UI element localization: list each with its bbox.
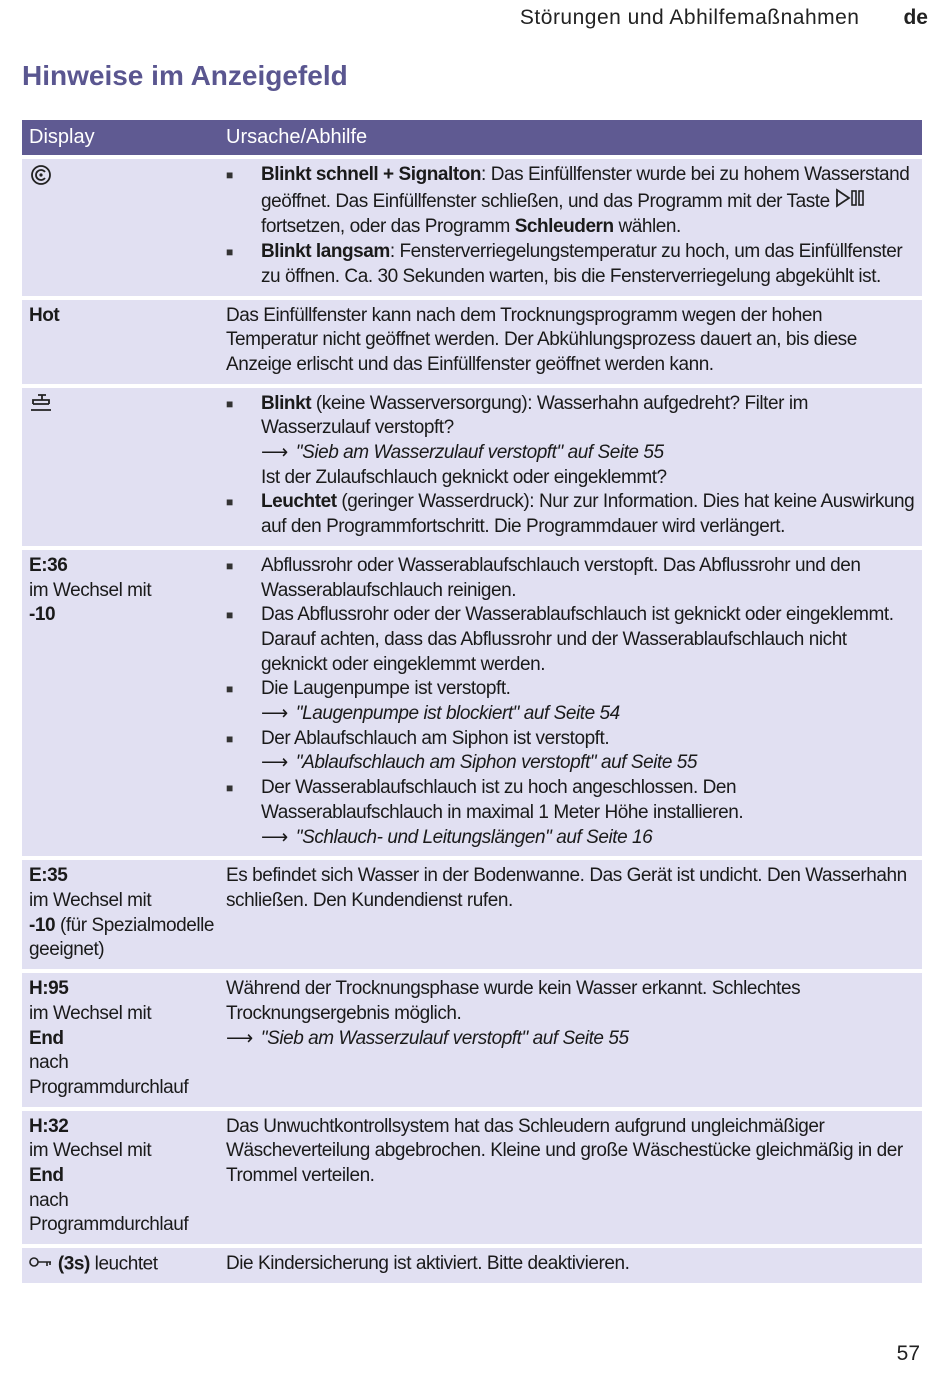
start-pause-icon bbox=[835, 188, 867, 216]
page-number: 57 bbox=[896, 1342, 920, 1365]
arrow-right-icon: ⟶ bbox=[261, 752, 288, 774]
arrow-right-icon: ⟶ bbox=[261, 826, 288, 848]
display-cell: E:35 im Wechsel mit -10 (für Spezialmodelle geeignet) bbox=[29, 865, 215, 961]
bullet-icon: ■ bbox=[226, 495, 233, 510]
display-messages-table bbox=[22, 120, 922, 1283]
list-item: ■ Blinkt (keine Wasserversorgung): Wasserhahn aufgedreht? Filter im Wasserzulauf verstopft? ⟶ "Sieb am Wasserzulauf verstopft" auf Seite 55 Ist der Zulaufschlauch geknickt oder eingeklemmt? bbox=[226, 392, 916, 491]
page-reference[interactable]: ⟶ "Laugenpumpe ist blockiert" auf Seite 54 bbox=[261, 703, 620, 725]
table-row bbox=[22, 1248, 922, 1283]
language-code: de bbox=[903, 6, 928, 29]
table-row bbox=[22, 1111, 922, 1245]
list-item: ■ Blinkt langsam: Fensterverriegelungstemperatur zu hoch, um das Einfüllfenster zu öffnen. Ca. 30 Sekunden warten, bis die Fensterverriegelung abgekühlt ist. bbox=[226, 240, 916, 289]
cause-cell: Das Einfüllfenster kann nach dem Trocknungsprogramm wegen der hohen Temperatur nicht geöffnet werden. Der Abkühlungsprozess dauert an, bis diese Anzeige erlischt und das Einfüllfenster geöffnet werden kann. bbox=[226, 304, 857, 375]
display-cell: H:95 im Wechsel mit End nach Programmdurchlauf bbox=[29, 978, 189, 1098]
table-row bbox=[22, 300, 922, 384]
bullet-icon: ■ bbox=[226, 245, 233, 260]
bullet-icon: ■ bbox=[226, 396, 233, 411]
bullet-icon: ■ bbox=[226, 608, 233, 623]
arrow-right-icon: ⟶ bbox=[226, 1027, 253, 1049]
table-row bbox=[22, 973, 922, 1107]
page-reference[interactable]: ⟶ "Ablaufschlauch am Siphon verstopft" auf Seite 55 bbox=[261, 752, 698, 774]
table-row bbox=[22, 550, 922, 856]
display-cell: E:36 im Wechsel mit -10 bbox=[29, 554, 152, 626]
table-row bbox=[22, 159, 922, 296]
cause-cell bbox=[219, 554, 922, 850]
table-row bbox=[22, 860, 922, 969]
bullet-icon: ■ bbox=[226, 558, 233, 573]
cause-cell: Die Kindersicherung ist aktiviert. Bitte deaktivieren. bbox=[226, 1253, 630, 1275]
list-item: ■ Blinkt schnell + Signalton: Das Einfüllfenster wurde bei zu hohem Wasserstand geöffnet. Das Einfüllfenster schließen, und das Programm mit der Taste fortsetzen, oder das Programm Schleudern wählen. bbox=[226, 163, 916, 240]
display-cell: (3s) leuchtet bbox=[22, 1252, 219, 1277]
display-cell: H:32 im Wechsel mit End nach Programmdurchlauf bbox=[29, 1115, 189, 1236]
list-item: ■ Abflussrohr oder Wasserablaufschlauch verstopft. Das Abflussrohr und den Wasserablaufschlauch reinigen. bbox=[226, 554, 916, 603]
display-cell: Hot bbox=[29, 304, 60, 326]
page-title: Hinweise im Anzeigefeld bbox=[22, 60, 348, 91]
header-cause: Ursache/Abhilfe bbox=[226, 126, 368, 148]
water-tap-icon bbox=[29, 392, 55, 422]
page-reference[interactable]: ⟶ "Schlauch- und Leitungslängen" auf Seite 16 bbox=[261, 826, 653, 848]
arrow-right-icon: ⟶ bbox=[261, 703, 288, 725]
cause-cell bbox=[219, 392, 922, 540]
section-title: Störungen und Abhilfemaßnahmen bbox=[519, 6, 860, 29]
cause-cell: Es befindet sich Wasser in der Bodenwanne. Das Gerät ist undicht. Den Wasserhahn schließen. Den Kundendienst rufen. bbox=[226, 865, 907, 911]
list-item: ■ Das Abflussrohr oder der Wasserablaufschlauch ist geknickt oder eingeklemmt. Darauf achten, dass das Abflussrohr und der Wasserablaufschlauch nicht geknickt oder eingeklemmt werden. bbox=[226, 603, 916, 677]
display-cell bbox=[22, 163, 219, 290]
page-reference[interactable]: ⟶ "Sieb am Wasserzulauf verstopft" auf Seite 55 bbox=[226, 1027, 629, 1049]
bullet-icon: ■ bbox=[226, 781, 233, 796]
page-reference[interactable]: ⟶ "Sieb am Wasserzulauf verstopft" auf Seite 55 bbox=[261, 442, 664, 464]
key-icon bbox=[29, 1252, 53, 1277]
arrow-right-icon: ⟶ bbox=[261, 442, 288, 464]
list-item: ■ Der Wasserablaufschlauch ist zu hoch angeschlossen. Den Wasserablaufschlauch in maximal 1 Meter Höhe installieren. ⟶ "Schlauch- und Leitungslängen" auf Seite 16 bbox=[226, 776, 916, 850]
header-display: Display bbox=[29, 126, 95, 148]
door-lock-icon bbox=[29, 163, 53, 195]
page-header bbox=[520, 6, 928, 30]
table-header bbox=[22, 120, 922, 155]
bullet-icon: ■ bbox=[226, 168, 233, 182]
cause-cell: Während der Trocknungsphase wurde kein Wasser erkannt. Schlechtes Trocknungsergebnis möglich. ⟶ "Sieb am Wasserzulauf verstopft" auf Seite 55 bbox=[226, 978, 801, 1049]
display-cell bbox=[22, 392, 219, 540]
list-item: ■ Leuchtet (geringer Wasserdruck): Nur zur Information. Dies hat keine Auswirkung auf den Programmfortschritt. Die Programmdauer wird verlängert. bbox=[226, 490, 916, 539]
bullet-icon: ■ bbox=[226, 682, 233, 697]
list-item: ■ Die Laugenpumpe ist verstopft. ⟶ "Laugenpumpe ist blockiert" auf Seite 54 bbox=[226, 677, 916, 726]
list-item: ■ Der Ablaufschlauch am Siphon ist verstopft. ⟶ "Ablaufschlauch am Siphon verstopft" auf Seite 55 bbox=[226, 727, 916, 776]
table-row bbox=[22, 388, 922, 546]
cause-cell bbox=[219, 163, 922, 290]
cause-cell: Das Unwuchtkontrollsystem hat das Schleudern aufgrund ungleichmäßiger Wäscheverteilung abgebrochen. Kleine und große Wäschestücke gleichmäßig in der Trommel verteilen. bbox=[226, 1115, 903, 1187]
bullet-icon: ■ bbox=[226, 731, 233, 746]
